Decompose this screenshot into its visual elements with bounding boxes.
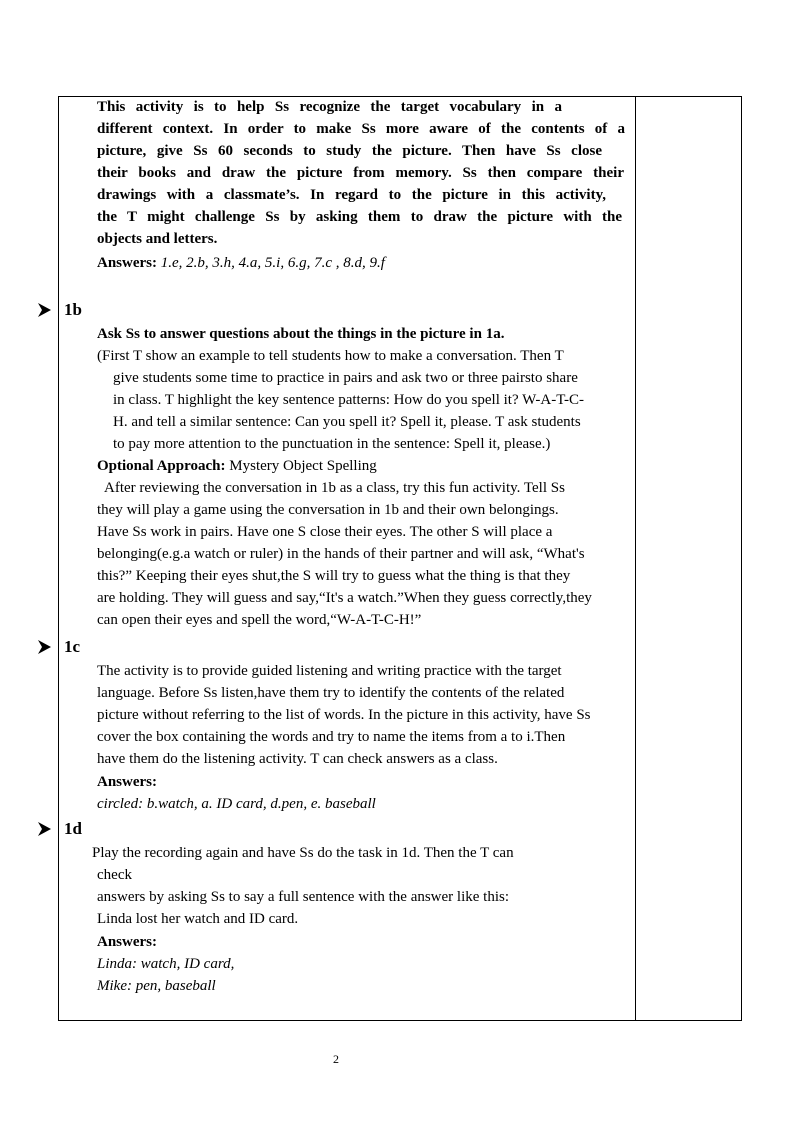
answers-value: 1.e, 2.b, 3.h, 4.a, 5.i, 6.g, 7.c , 8.d, 9.f bbox=[160, 255, 385, 271]
section-1d-line-4: Linda lost her watch and ID card. bbox=[97, 911, 299, 927]
intro-line-7: objects and letters. bbox=[97, 231, 218, 247]
section-1b-subtitle: Ask Ss to answer questions about the things in the picture in 1a. bbox=[97, 326, 505, 342]
section-1c-line-4: cover the box containing the words and try to name the items from a to i.Then bbox=[97, 729, 566, 745]
section-1b-note-line-5: to pay more attention to the punctuation in the sentence: Spell it, please.) bbox=[113, 436, 551, 452]
intro-line-3: picture, give Ss 60 seconds to study the picture. Then have Ss close bbox=[97, 143, 602, 159]
section-1d-answers-label: Answers: bbox=[97, 934, 157, 950]
intro-line-6: the T might challenge Ss by asking them to draw the picture with the bbox=[97, 209, 622, 225]
answers-label: Answers: bbox=[97, 255, 157, 271]
table-column-divider bbox=[635, 96, 636, 1021]
intro-line-2: different context. In order to make Ss more aware of the contents of a bbox=[97, 121, 625, 137]
intro-line-1: This activity is to help Ss recognize the target vocabulary in a bbox=[97, 99, 562, 115]
section-1c-line-3: picture without referring to the list of words. In the picture in this activity, have Ss bbox=[97, 707, 591, 723]
section-1d-line-3: answers by asking Ss to say a full sentence with the answer like this: bbox=[97, 889, 510, 905]
section-1c-line-1: The activity is to provide guided listening and writing practice with the target bbox=[97, 663, 562, 679]
section-1d-line-2: check bbox=[97, 867, 132, 883]
optional-line-7: can open their eyes and spell the word,“W-A-T-C-H!” bbox=[97, 612, 422, 628]
optional-approach-title: Mystery Object Spelling bbox=[229, 458, 377, 474]
arrow-bullet-icon bbox=[36, 821, 52, 837]
section-1b-note-line-2: give students some time to practice in pairs and ask two or three pairsto share bbox=[113, 370, 578, 386]
optional-line-1: After reviewing the conversation in 1b as a class, try this fun activity. Tell Ss bbox=[104, 480, 565, 496]
section-1b-note-line-3: in class. T highlight the key sentence patterns: How do you spell it? W-A-T-C- bbox=[113, 392, 585, 408]
arrow-bullet-icon bbox=[36, 302, 52, 318]
intro-answers bbox=[97, 252, 385, 274]
section-1d-line-1: Play the recording again and have Ss do the task in 1d. Then the T can bbox=[92, 845, 514, 861]
page-number: 2 bbox=[333, 1052, 339, 1066]
optional-line-3: Have Ss work in pairs. Have one S close their eyes. The other S will place a bbox=[97, 524, 553, 540]
section-1c-heading: 1c bbox=[64, 637, 81, 656]
section-1c-answers-label: Answers: bbox=[97, 774, 157, 790]
optional-approach bbox=[97, 455, 377, 477]
section-1b-note-line-4: H. and tell a similar sentence: Can you spell it? Spell it, please. T ask students bbox=[113, 414, 581, 430]
section-1c-line-5: have them do the listening activity. T can check answers as a class. bbox=[97, 751, 498, 767]
section-1d-answer-mike: Mike: pen, baseball bbox=[97, 978, 216, 994]
optional-line-5: this?” Keeping their eyes shut,the S will try to guess what the thing is that they bbox=[97, 568, 571, 584]
intro-line-4: their books and draw the picture from memory. Ss then compare their bbox=[97, 165, 624, 181]
arrow-bullet-icon bbox=[36, 639, 52, 655]
section-1d-answer-linda: Linda: watch, ID card, bbox=[97, 956, 235, 972]
section-1b-heading: 1b bbox=[64, 300, 82, 319]
optional-approach-label: Optional Approach: bbox=[97, 458, 226, 474]
section-1b-note-line-1: (First T show an example to tell students how to make a conversation. Then T bbox=[97, 348, 564, 364]
section-1d-heading: 1d bbox=[64, 819, 82, 838]
optional-line-2: they will play a game using the conversation in 1b and their own belongings. bbox=[97, 502, 559, 518]
optional-line-6: are holding. They will guess and say,“It's a watch.”When they guess correctly,they bbox=[97, 590, 592, 606]
section-1c-answers-value: circled: b.watch, a. ID card, d.pen, e. baseball bbox=[97, 796, 376, 812]
intro-line-5: drawings with a classmate’s. In regard to the picture in this activity, bbox=[97, 187, 606, 203]
section-1c-line-2: language. Before Ss listen,have them try to identify the contents of the related bbox=[97, 685, 565, 701]
optional-line-4: belonging(e.g.a watch or ruler) in the hands of their partner and will ask, “What's bbox=[97, 546, 585, 562]
